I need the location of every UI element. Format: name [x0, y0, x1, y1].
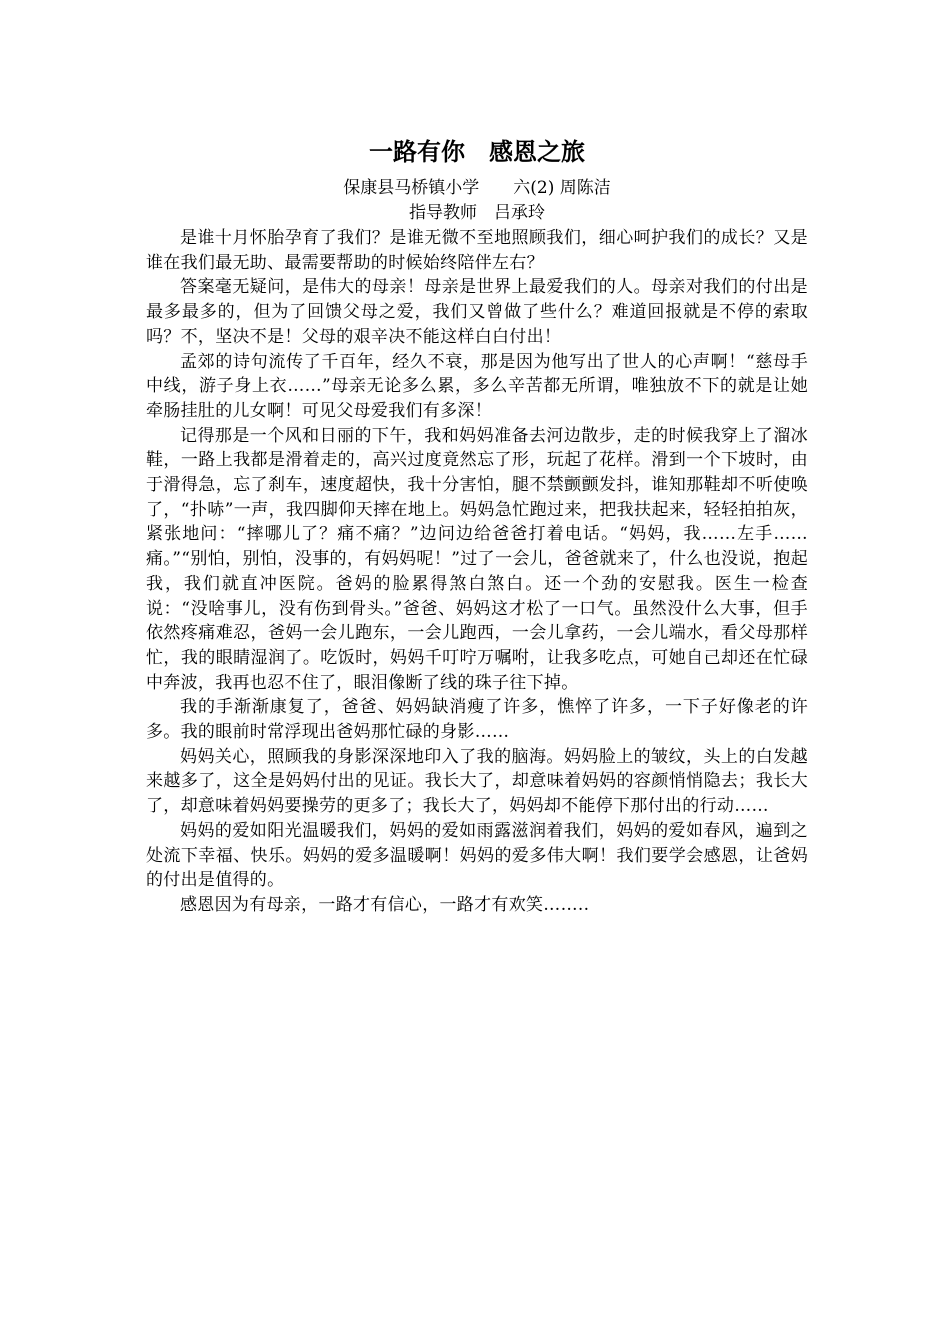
byline-author: 保康县马桥镇小学 六(2) 周陈洁 — [343, 178, 611, 198]
document-title: 一路有你 感恩之旅 — [369, 138, 585, 166]
byline-teacher: 指导教师 吕承玲 — [409, 203, 545, 223]
paragraph: 是谁十月怀胎孕育了我们？是谁无微不至地照顾我们，细心呵护我们的成长？又是谁在我们最无助、最需要帮助的时候始终陪伴左右？ — [146, 228, 808, 273]
essay-body — [146, 226, 808, 918]
paragraph: 记得那是一个风和日丽的下午，我和妈妈准备去河边散步，走的时候我穿上了溜冰鞋，一路上我都是滑着走的，高兴过度竟然忘了形，玩起了花样。滑到一个下坡时，由于滑得急，忘了刹车，速度超快，我十分害怕，腿不禁颤颤发抖，谁知那鞋却不听使唤了，“扑哧”一声，我四脚仰天摔在地上。妈妈急忙跑过来，把我扶起来，轻轻拍拍灰，紧张地问：“摔哪儿了？痛不痛？”边问边给爸爸打着电话。“妈妈，我……左手……痛。”“别怕，别怕，没事的，有妈妈呢！”过了一会儿，爸爸就来了，什么也没说，抱起我，我们就直冲医院。爸妈的脸累得煞白煞白。还一个劲的安慰我。医生一检查说：“没啥事儿，没有伤到骨头。”爸爸、妈妈这才松了一口气。虽然没什么大事，但手依然疼痛难忍，爸妈一会儿跑东，一会儿跑西，一会儿拿药，一会儿端水，看父母那样忙，我的眼睛湿润了。吃饭时，妈妈千叮咛万嘱咐，让我多吃点，可她自己却还在忙碌中奔波，我再也忍不住了，眼泪像断了线的珠子往下掉。 — [146, 425, 808, 693]
document-page — [146, 0, 808, 1344]
paragraph: 妈妈的爱如阳光温暖我们，妈妈的爱如雨露滋润着我们，妈妈的爱如春风，遍到之处流下幸福、快乐。妈妈的爱多温暖啊！妈妈的爱多伟大啊！我们要学会感恩，让爸妈的付出是值得的。 — [146, 820, 808, 891]
paragraph: 我的手渐渐康复了，爸爸、妈妈缺消瘦了许多，憔悴了许多，一下子好像老的许多。我的眼前时常浮现出爸妈那忙碌的身影…… — [146, 697, 808, 743]
paragraph: 答案毫无疑问，是伟大的母亲！母亲是世界上最爱我们的人。母亲对我们的付出是最多最多的，但为了回馈父母之爱，我们又曾做了些什么？难道回报就是不停的索取吗？不，坚决不是！父母的艰辛决不能这样白白付出！ — [146, 277, 808, 347]
paragraph: 孟郊的诗句流传了千百年，经久不衰，那是因为他写出了世人的心声啊！“慈母手中线，游子身上衣……”母亲无论多么累，多么辛苦都无所谓，唯独放不下的就是让她牵肠挂肚的儿女啊！可见父母爱我们有多深！ — [146, 351, 808, 421]
paragraph: 妈妈关心，照顾我的身影深深地印入了我的脑海。妈妈脸上的皱纹，头上的白发越来越多了，这全是妈妈付出的见证。我长大了，却意味着妈妈的容颜悄悄隐去；我长大了，却意味着妈妈要操劳的更多了；我长大了，妈妈却不能停下那付出的行动…… — [146, 746, 808, 817]
paragraph: 感恩因为有母亲，一路才有信心，一路才有欢笑…….. — [180, 894, 590, 915]
